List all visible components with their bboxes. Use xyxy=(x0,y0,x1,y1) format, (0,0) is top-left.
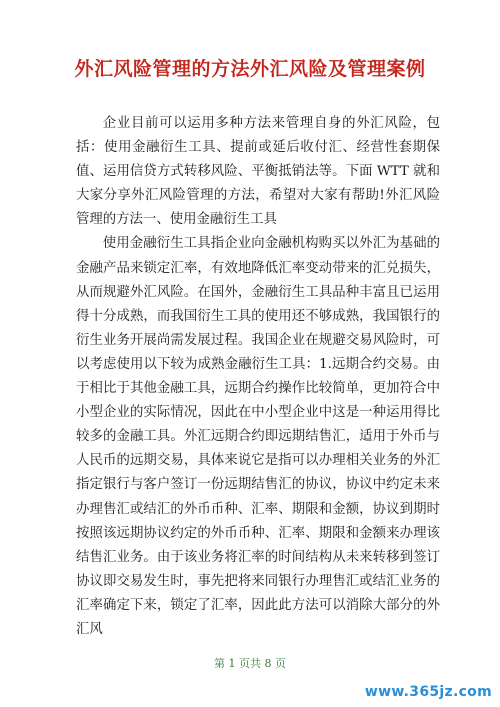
site-watermark: www.365jz.com xyxy=(364,684,492,700)
body-paragraph-derivatives: 使用金融衍生工具指企业向金融机构购买以外汇为基础的金融产品来锁定汇率，有效地降低汇率变动带来的汇兑损失，从而规避外汇风险。在国外，金融衍生工具品种丰富且已运用得十分成熟，而我国衍生工具的使用还不够成熟，我国银行的衍生业务开展尚需发展过程。我国企业在规避交易风险时，可以考虑使用以下较为成熟金融衍生工具：1.远期合约交易。由于相比于其他金融工具，远期合约操作比较简单，更加符合中小型企业的实际情况，因此在中小型企业中这是一种运用得比较多的金融工具。外汇远期合约即远期结售汇，适用于外币与人民币的远期交易，具体来说它是指可以办理相关业务的外汇指定银行与客户签订一份远期结售汇的协议，协议中约定未来办理售汇或结汇的外币币种、汇率、期限和金额，协议到期时按照该远期协议约定的外币币种、汇率、期限和金额来办理该结售汇业务。由于该业务将汇率的时间结构从未来转移到签订协议即交易发生时，事先把将来同银行办理售汇或结汇业务的汇率确定下来，锁定了汇率，因此此方法可以消除大部分的外汇风 xyxy=(76,236,440,637)
document-title: 外汇风险管理的方法外汇风险及管理案例 xyxy=(74,57,426,80)
page-indicator: 第 1 页共 8 页 xyxy=(214,657,286,670)
body-paragraph-intro: 企业目前可以运用多种方法来管理自身的外汇风险，包括：使用金融衍生工具、提前或延后收付汇、经营性套期保值、运用信贷方式转移风险、平衡抵销法等。下面 WTT 就和大家分享外汇风险管理的方法，希望对大家有帮助!外汇风险管理的方法一、使用金融衍生工具 xyxy=(76,116,440,228)
document-body xyxy=(76,112,440,642)
